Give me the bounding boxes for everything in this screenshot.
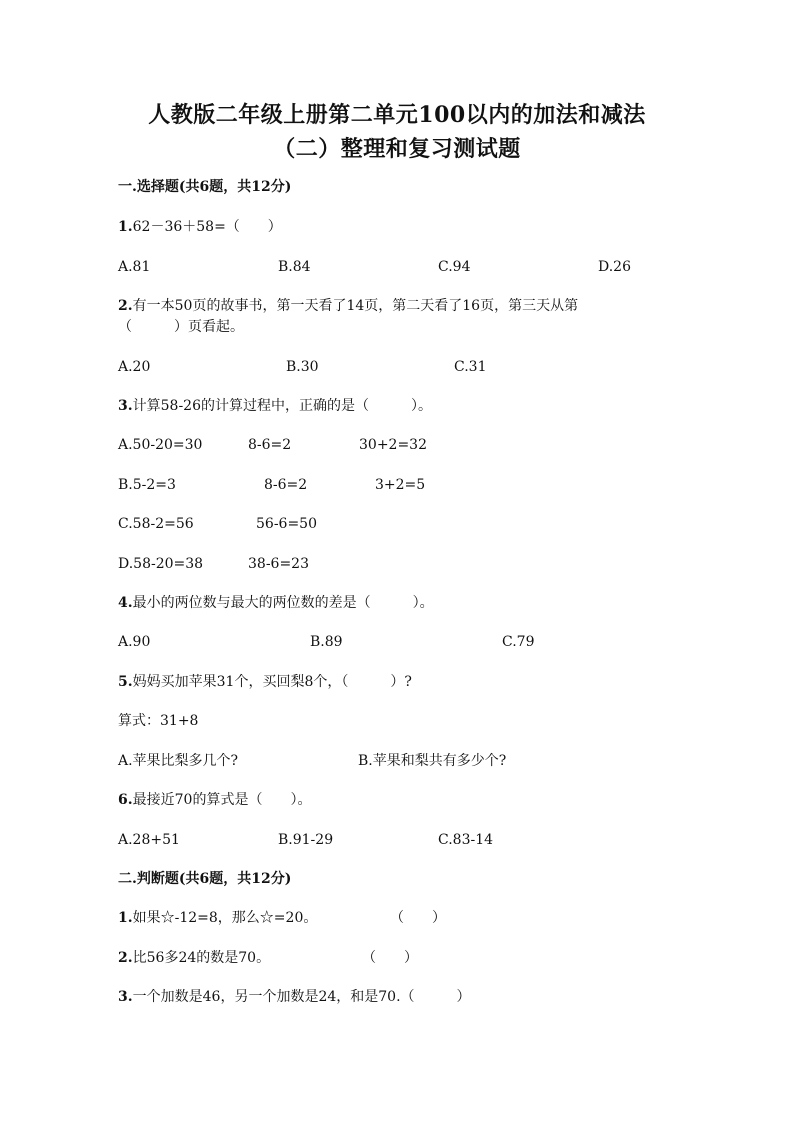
option-b: B.30 bbox=[286, 359, 319, 375]
option-a: A.28+51 bbox=[118, 832, 180, 848]
option-d: D.26 bbox=[598, 259, 631, 275]
option-b: B.91-29 bbox=[278, 832, 334, 848]
option-b-step-3: 3+2=5 bbox=[375, 477, 426, 493]
title-line-2: （二）整理和复习测试题 bbox=[273, 136, 521, 162]
question-text: 计算58-26的计算过程中，正确的是（ ）。 bbox=[132, 398, 432, 414]
question-2-continued: （ ）页看起。 bbox=[118, 319, 244, 335]
question-text: 最小的两位数与最大的两位数的差是（ ）。 bbox=[132, 595, 434, 611]
question-text: 最接近70的算式是（ ）。 bbox=[132, 792, 312, 808]
question-1 bbox=[118, 217, 282, 237]
question-number: 1. bbox=[118, 910, 133, 926]
question-6 bbox=[118, 790, 311, 810]
question-3 bbox=[118, 396, 432, 416]
option-c: C.94 bbox=[438, 259, 471, 275]
option-c: C.31 bbox=[454, 359, 487, 375]
option-b: B.89 bbox=[310, 634, 343, 650]
question-text: 62－36＋58=（ ） bbox=[132, 219, 282, 235]
judgment-question-2 bbox=[118, 948, 270, 968]
section-heading-choice: 一.选择题(共6题，共12分) bbox=[118, 179, 292, 195]
option-a-step-1: A.50-20=30 bbox=[118, 437, 203, 453]
section-heading-judgment: 二.判断题(共6题，共12分) bbox=[118, 871, 292, 887]
title-line-1: 人教版二年级上册第二单元100以内的加法和减法 bbox=[148, 102, 646, 128]
option-b-step-1: B.5-2=3 bbox=[118, 477, 176, 493]
option-c-step-2: 56-6=50 bbox=[256, 516, 317, 532]
option-b-step-2: 8-6=2 bbox=[264, 477, 308, 493]
option-a: A.90 bbox=[118, 634, 151, 650]
option-c: C.83-14 bbox=[438, 832, 494, 848]
question-2 bbox=[118, 296, 578, 316]
option-a-step-3: 30+2=32 bbox=[359, 437, 427, 453]
question-text: 比56多24的数是70。 bbox=[132, 950, 271, 966]
question-number: 4. bbox=[118, 595, 133, 611]
question-text: 妈妈买加苹果31个，买回梨8个，（ ）? bbox=[132, 674, 412, 690]
option-a: A.81 bbox=[118, 259, 151, 275]
judgment-question-1 bbox=[118, 908, 317, 928]
option-c: C.79 bbox=[502, 634, 535, 650]
question-number: 5. bbox=[118, 674, 133, 690]
option-a: A.20 bbox=[118, 359, 151, 375]
question-5 bbox=[118, 672, 412, 692]
question-4 bbox=[118, 593, 434, 613]
question-text: 有一本50页的故事书，第一天看了14页，第二天看了16页，第三天从第 bbox=[132, 298, 579, 314]
option-b: B.84 bbox=[278, 259, 311, 275]
question-number: 3. bbox=[118, 398, 133, 414]
option-d-step-2: 38-6=23 bbox=[248, 556, 309, 572]
option-a: A.苹果比梨多几个? bbox=[118, 753, 239, 769]
question-number: 3. bbox=[118, 989, 133, 1005]
option-c-step-1: C.58-2=56 bbox=[118, 516, 194, 532]
judgment-question-3 bbox=[118, 987, 471, 1007]
option-d-step-1: D.58-20=38 bbox=[118, 556, 204, 572]
question-number: 2. bbox=[118, 298, 133, 314]
option-b: B.苹果和梨共有多少个? bbox=[358, 753, 507, 769]
question-number: 2. bbox=[118, 950, 133, 966]
question-number: 6. bbox=[118, 792, 133, 808]
question-text: 一个加数是46，另一个加数是24，和是70.（ ） bbox=[132, 989, 471, 1005]
option-a-step-2: 8-6=2 bbox=[248, 437, 292, 453]
question-5-formula: 算式：31+8 bbox=[118, 713, 199, 729]
answer-blank: （ ） bbox=[362, 950, 418, 966]
question-number: 1. bbox=[118, 219, 133, 235]
answer-blank: （ ） bbox=[390, 910, 446, 926]
question-text: 如果☆-12=8，那么☆=20。 bbox=[132, 910, 318, 926]
